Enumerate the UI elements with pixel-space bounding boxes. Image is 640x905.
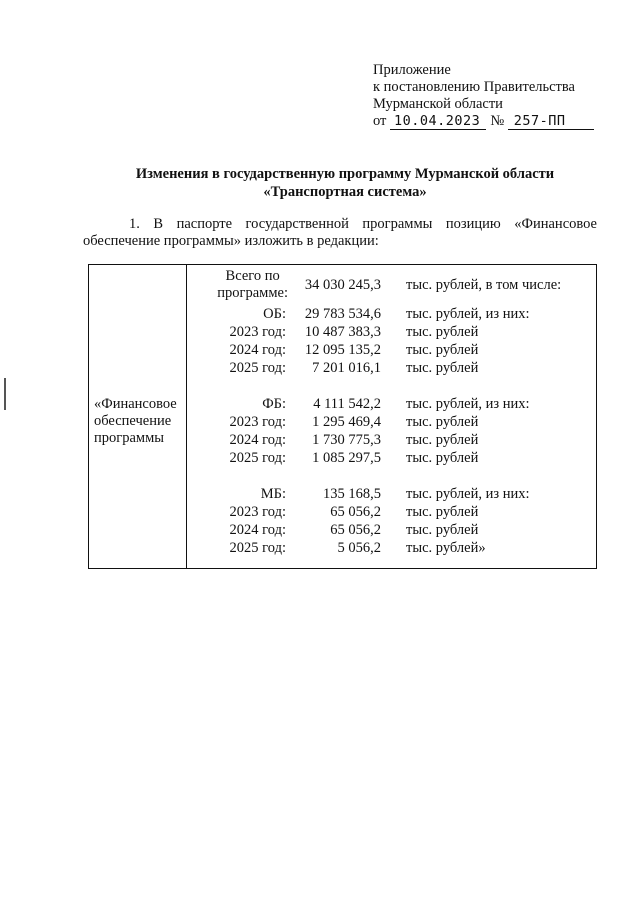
row-label: ОБ: [263,306,286,322]
total-row [187,267,596,301]
appendix-line-2: к постановлению Правительства [373,79,575,95]
row-unit: тыс. рублей, из них: [406,306,530,322]
paragraph-line-2: обеспечение программы» изложить в редакции: [83,233,379,249]
row-label: 2025 год: [229,450,286,466]
row-value: 1 730 775,3 [312,432,381,448]
row-label: ФБ: [262,396,286,412]
row-unit: тыс. рублей [406,504,479,520]
row-label: 2023 год: [229,504,286,520]
total-label [217,268,288,302]
row-unit: тыс. рублей [406,342,479,358]
table-row [187,485,596,503]
table-row [187,341,596,359]
date-prefix: от [373,113,387,129]
row-label: 2023 год: [229,324,286,340]
row-value: 29 783 534,6 [304,306,381,322]
row-value: 135 168,5 [323,486,381,502]
row-label: 2025 год: [229,540,286,556]
total-label-line-1: Всего по [225,268,280,284]
row-label: 2024 год: [229,342,286,358]
row-value: 5 056,2 [337,540,381,556]
document-title [60,165,630,201]
appendix-header [373,62,594,130]
total-label-line-2: программе: [217,285,288,301]
row-value: 1 085 297,5 [312,450,381,466]
row-value: 7 201 016,1 [312,360,381,376]
row-value: 10 487 383,3 [304,324,381,340]
row-label: 2023 год: [229,414,286,430]
row-label: 2024 год: [229,522,286,538]
row-value: 12 095 135,2 [304,342,381,358]
row-unit: тыс. рублей [406,414,479,430]
row-value: 4 111 542,2 [313,396,381,412]
position-label-line-3: программы [94,430,164,446]
table-row [187,323,596,341]
row-value: 65 056,2 [330,504,381,520]
row-unit: тыс. рублей, из них: [406,486,530,502]
table-row [187,395,596,413]
table-row [187,359,596,377]
table-row [187,521,596,539]
row-unit: тыс. рублей [406,324,479,340]
table-row [187,449,596,467]
row-unit: тыс. рублей, из них: [406,396,530,412]
row-label: 2024 год: [229,432,286,448]
total-value: 34 030 245,3 [304,277,381,293]
position-label [94,396,184,447]
decree-date: 10.04.2023 [390,114,486,130]
table-row [187,431,596,449]
table-row [187,539,596,557]
appendix-date-line [373,113,594,130]
table-row [187,503,596,521]
number-prefix: № [490,113,505,129]
financing-table [88,264,597,569]
scan-margin-mark [4,378,6,410]
decree-number: 257-ПП [508,114,594,130]
paragraph-line-1: 1. В паспорте государственной программы позицию «Финансовое [129,216,597,232]
appendix-line-1: Приложение [373,62,451,78]
row-unit: тыс. рублей [406,450,479,466]
position-label-line-1: «Финансовое [94,396,177,412]
row-value: 65 056,2 [330,522,381,538]
appendix-line-3: Мурманской области [373,96,503,112]
row-unit: тыс. рублей [406,522,479,538]
title-line-1: Изменения в государственную программу Мурманской области [135,166,555,182]
table-row [187,305,596,323]
row-unit: тыс. рублей [406,432,479,448]
row-label: МБ: [260,486,286,502]
row-unit: тыс. рублей» [406,540,486,556]
row-label: 2025 год: [229,360,286,376]
position-label-line-2: обеспечение [94,413,172,429]
financing-rows [187,265,596,568]
paragraph-1 [83,216,597,250]
row-value: 1 295 469,4 [312,414,381,430]
title-line-2: «Транспортная система» [263,184,427,200]
total-unit: тыс. рублей, в том числе: [406,277,562,293]
table-row [187,413,596,431]
row-unit: тыс. рублей [406,360,479,376]
